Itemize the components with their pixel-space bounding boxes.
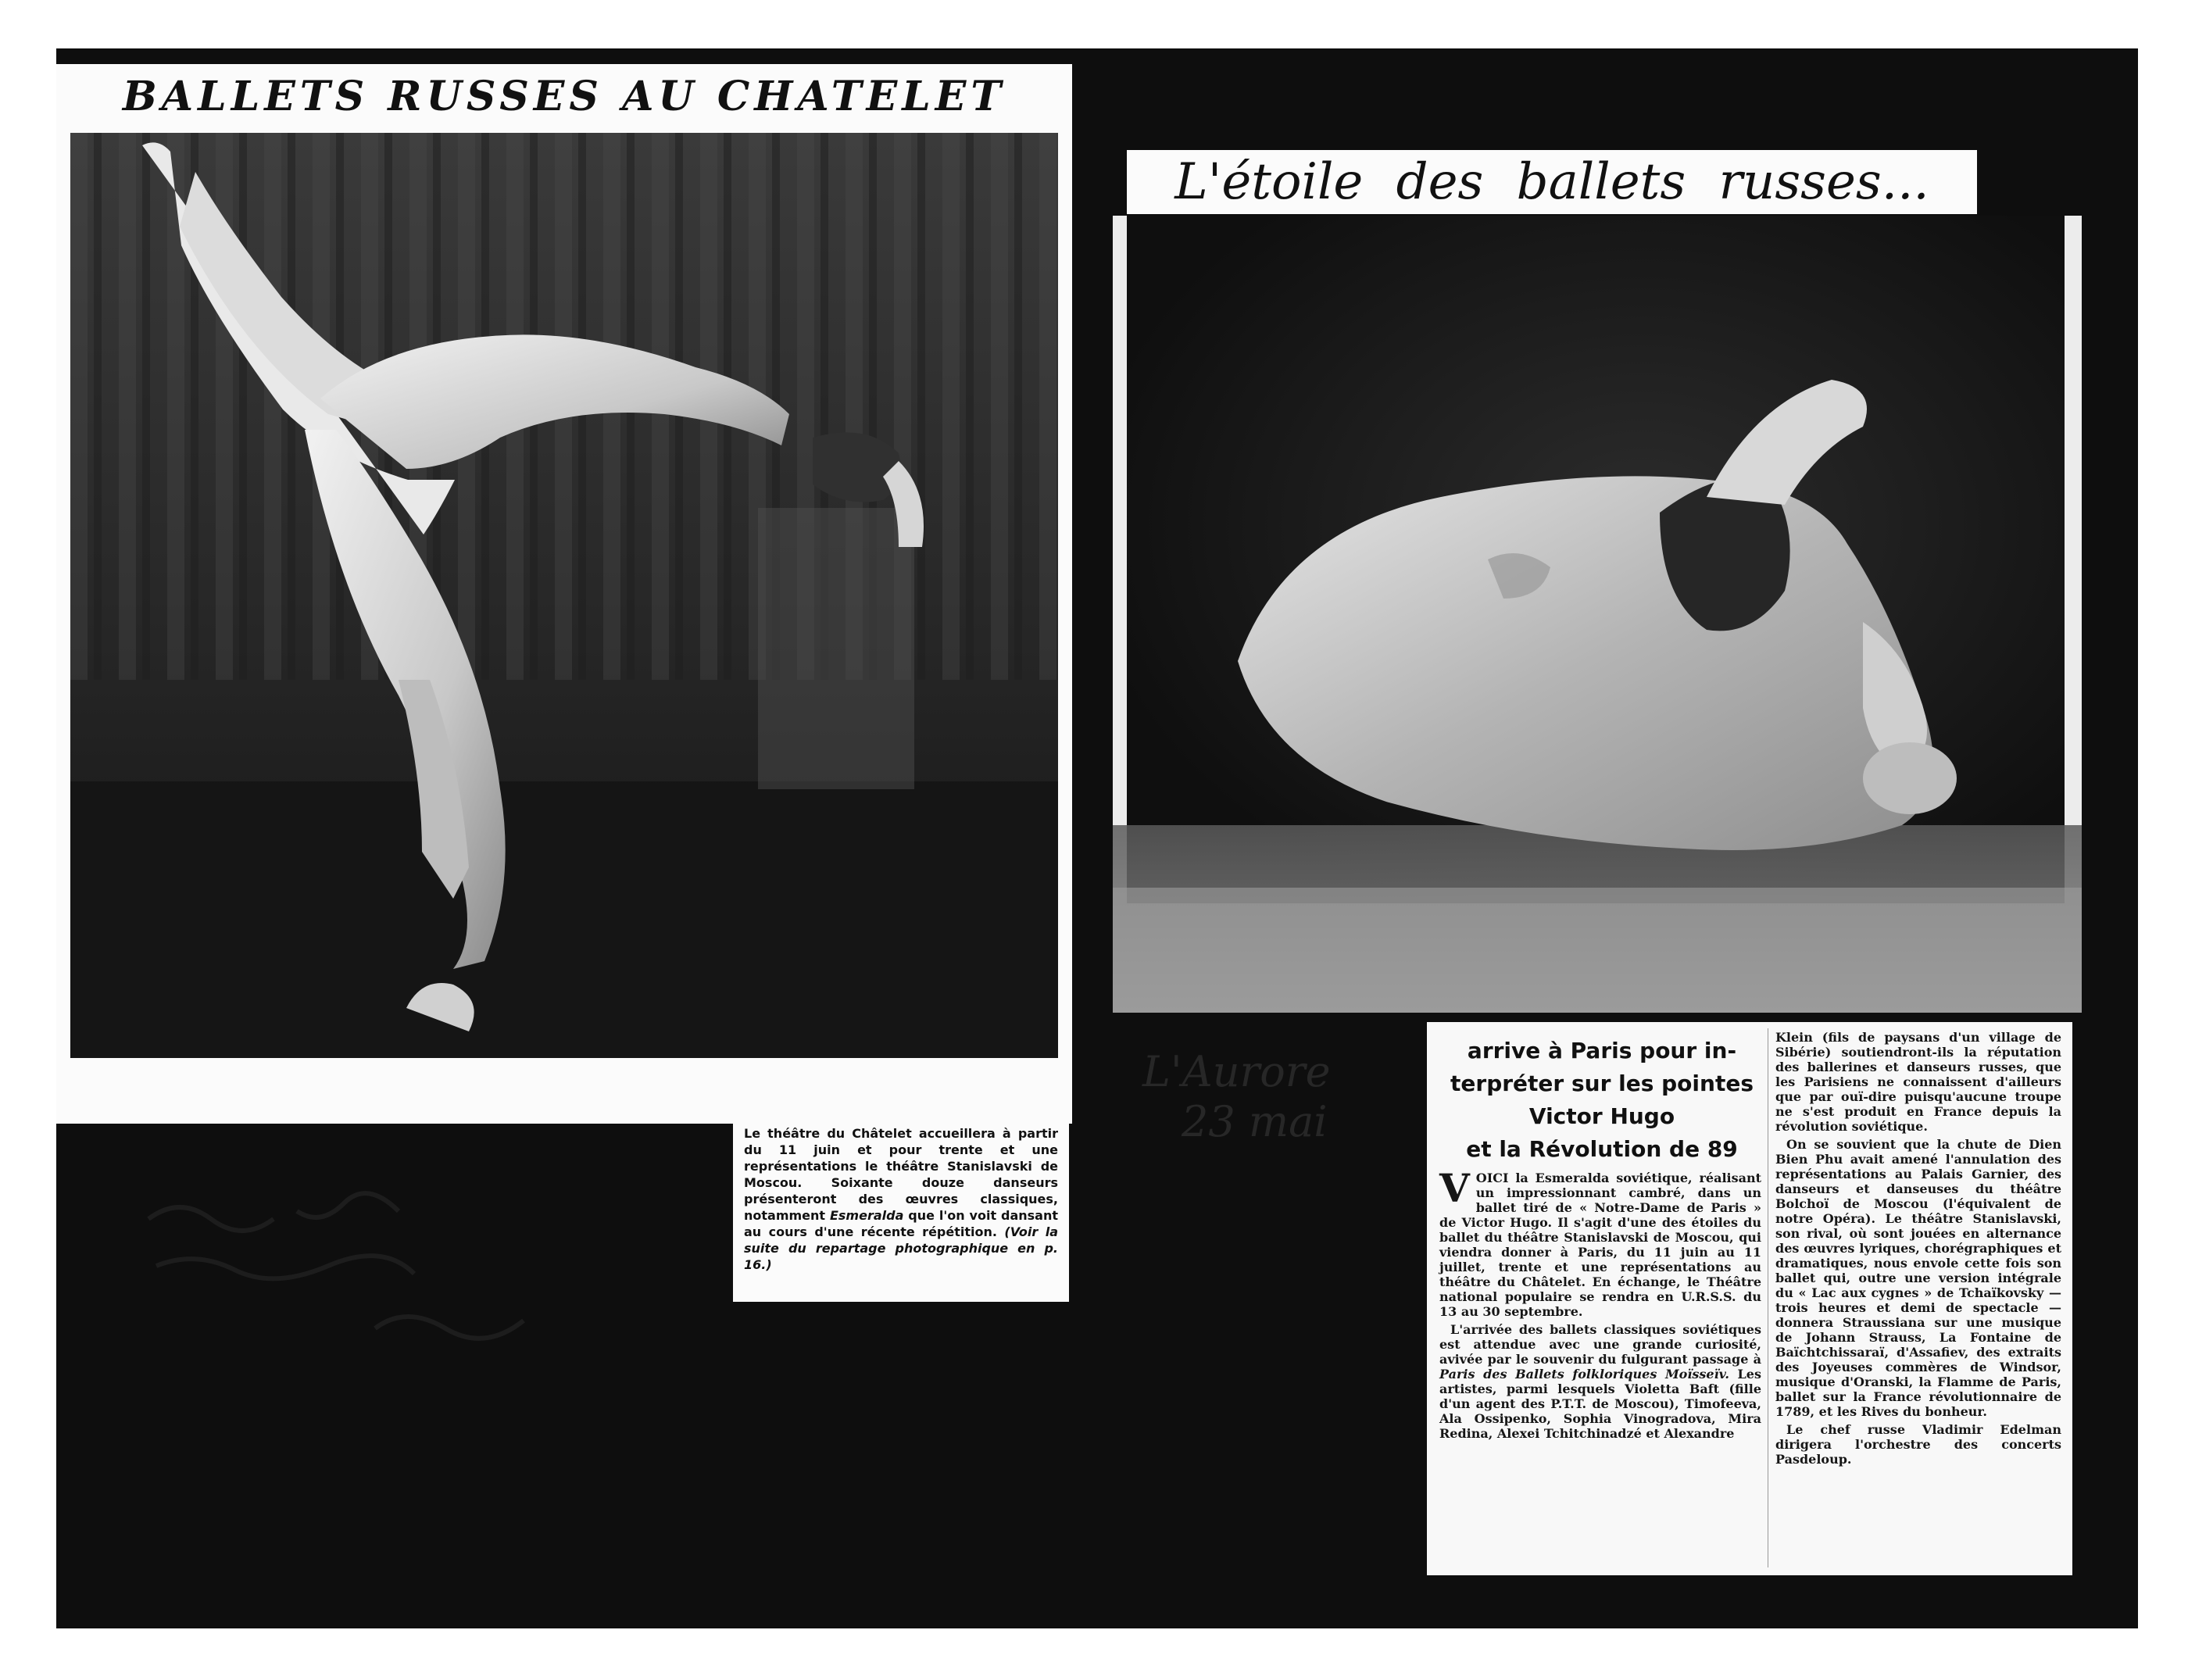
article-paragraph-3: Klein (fils de paysans d'un village de Sibérie) soutiendront-ils la réputation des ballerines et danseurs russes, que les Parisiens ne connaissent d'ailleurs que par ouï-dire puisqu'aucune troupe ne s'est produit en France depuis la révolution soviétique. (1775, 1030, 2061, 1134)
right-article (1427, 1022, 2072, 1575)
left-headline: BALLETS RUSSES AU CHATELET (122, 72, 1006, 120)
left-photo-caption (733, 1117, 1069, 1273)
article-paragraph-1 (1439, 1165, 1761, 1319)
caption-see-also: (Voir la suite du repartage photographique en p. 16.) (744, 1224, 1059, 1272)
drop-cap: V (1439, 1165, 1470, 1211)
subhead-line-3: Victor Hugo (1528, 1103, 1675, 1129)
ballet-dancer-photo-right (1113, 216, 2082, 1013)
article-subhead (1441, 1035, 1763, 1166)
caption-italic-title: Esmeralda (829, 1208, 904, 1223)
handwritten-date: 23 mai (1182, 1097, 1328, 1146)
caption-text: Le théâtre du Châtelet accueillera à partir du 11 juin et pour trente et une représentations le théâtre Stanislavski de Moscou. Soixante douze danseurs présenteront des œuvres classiques, notamment (744, 1126, 1058, 1223)
handwritten-source: L'Aurore (1142, 1047, 1331, 1096)
subhead-line-4: et la Révolution de 89 (1466, 1136, 1738, 1162)
left-photo-caption-box (733, 1117, 1069, 1302)
subhead-line-2: terpréter sur les pointes (1450, 1071, 1754, 1096)
subhead-line-1: arrive à Paris pour in- (1467, 1038, 1737, 1063)
paragraph-2-text-a: L'arrivée des ballets classiques soviétiques est attendue avec une grande curiosité, avivée par le souvenir du fulgurant passage à (1439, 1322, 1761, 1367)
article-column-1 (1439, 1165, 1761, 1444)
caption-text-cont: que l'on voit dansant au cours d'une récente répétition. (744, 1208, 1058, 1239)
paragraph-1-text: OICI la Esmeralda soviétique, réalisant un impressionnant cambré, dans un ballet tiré de « Notre-Dame de Paris » de Victor Hugo. Il s'agit d'une des étoiles du ballet du théâtre Stanislavski de Moscou, qui viendra donner à Paris, du 11 juin au 11 juillet, trente et une représentations au théâtre du Châtelet. En échange, le Théâtre national populaire se rendra en U.R.S.S. du 13 au 30 septembre. (1439, 1171, 1761, 1319)
handwritten-date-note (1142, 1047, 1331, 1147)
article-paragraph-2 (1439, 1322, 1761, 1441)
article-paragraph-5: Le chef russe Vladimir Edelman dirigera l'orchestre des concerts Pasdeloup. (1775, 1422, 2061, 1467)
right-headline: L'étoile des ballets russes... (1174, 153, 1929, 211)
ballet-dancer-photo-left (70, 133, 1058, 1058)
faint-handwritten-scribble (141, 1172, 688, 1360)
paragraph-2-italic: Paris des Ballets folkloriques Moïsseïv. (1439, 1367, 1729, 1382)
paragraph-2-text-b: Les artistes, parmi lesquels Violetta Baft (fille d'un agent des P.T.T. de Moscou), Timofeeva, Ala Ossipenko, Sophia Vinogradova, Mira Redina, Alexei Tchitchinadzé et Alexandre (1439, 1367, 1761, 1441)
article-column-2 (1775, 1030, 2061, 1470)
article-paragraph-4: On se souvient que la chute de Dien Bien Phu avait amené l'annulation des représentations au Palais Garnier, des danseurs et danseuses du théâtre Bolchoï de Moscou (l'équivalent de notre Opéra). Le théâtre Stanislavski, son rival, où sont jouées en alternance des œuvres lyriques, chorégraphiques et dramatiques, nous envole cette fois son ballet qui, outre une version intégrale du « Lac aux cygnes » de Tchaïkovsky — trois heures et demi de spectacle — donnera Straussiana sur une musique de Johann Strauss, La Fontaine de Baïchtchissaraï, d'Assafiev, des extraits des Joyeuses commères de Windsor, musique d'Oranski, la Flamme de Paris, ballet sur la France révolutionnaire de 1789, et les Rives du bonheur. (1775, 1137, 2061, 1419)
right-headline-box (1127, 150, 1977, 214)
left-clipping (56, 64, 1072, 1124)
